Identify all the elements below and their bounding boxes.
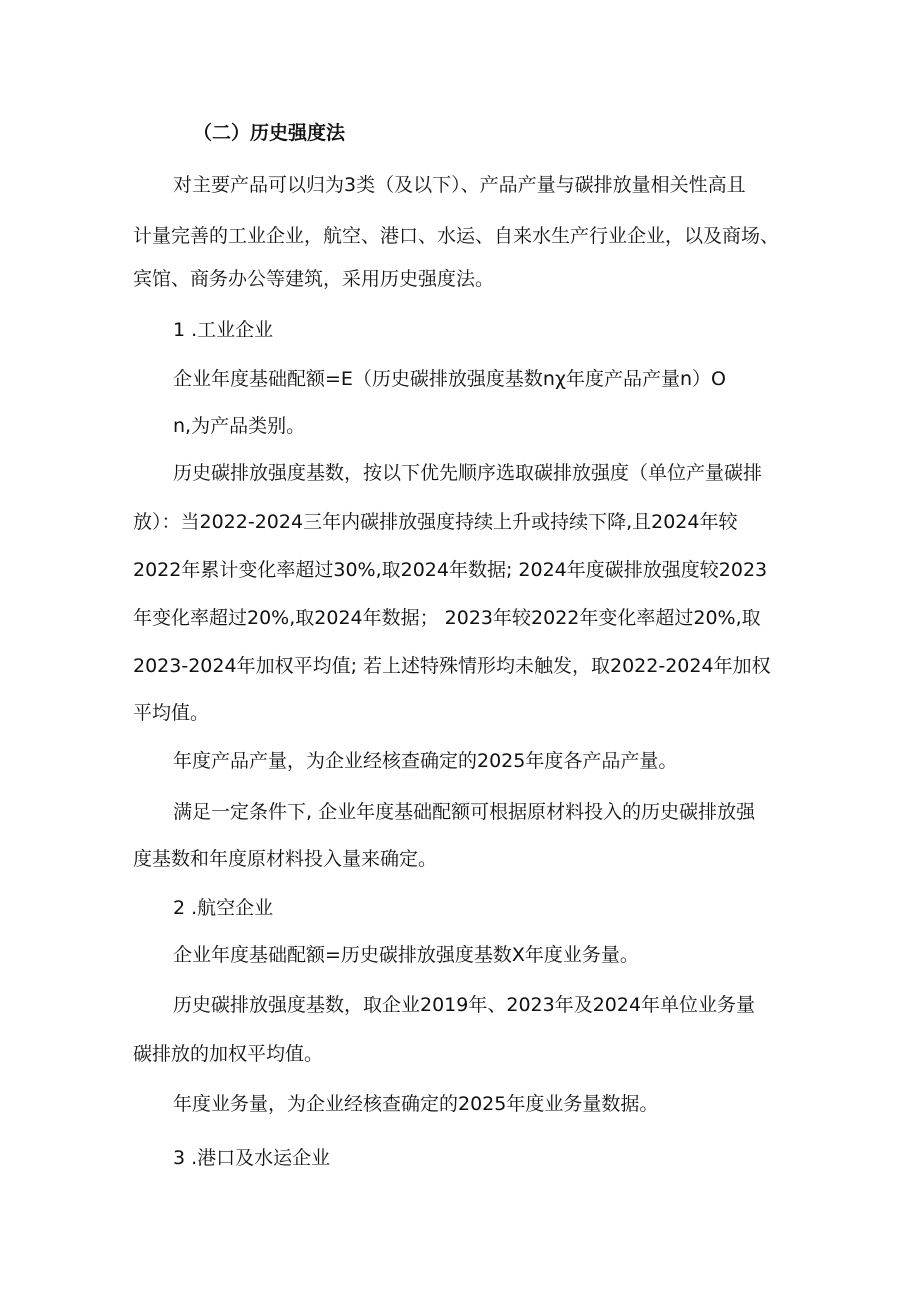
item-heading-port-shipping: 3 .港口及水运企业 — [173, 1147, 331, 1169]
aviation-basis-line: 碳排放的加权平均值。 — [133, 1043, 324, 1065]
item-heading-aviation: 2 .航空企业 — [173, 897, 274, 919]
formula-note: n,为产品类别。 — [173, 415, 306, 437]
intensity-basis-line: 2023-2024年加权平均值; 若上述特殊情形均未触发，取2022-2024年加权 — [133, 655, 771, 677]
raw-material-paragraph-line: 满足一定条件下, 企业年度基础配额可根据原材料投入的历史碳排放强 — [173, 801, 756, 823]
formula-aviation: 企业年度基础配额=历史碳排放强度基数X年度业务量。 — [173, 944, 639, 966]
business-volume-paragraph: 年度业务量，为企业经核查确定的2025年度业务量数据。 — [173, 1093, 659, 1115]
intensity-basis-line: 年变化率超过20%,取2024年数据； 2023年较2022年变化率超过20%,取 — [133, 607, 761, 629]
intro-paragraph-line: 计量完善的工业企业，航空、港口、水运、自来水生产行业企业，以及商场、 — [133, 225, 780, 247]
section-heading: （二）历史强度法 — [193, 122, 346, 144]
intro-paragraph-line: 宾馆、商务办公等建筑，采用历史强度法。 — [133, 268, 495, 290]
formula-industrial: 企业年度基础配额=E（历史碳排放强度基数nχ年度产品产量n）O — [173, 368, 726, 390]
intensity-basis-line: 2022年累计变化率超过30%,取2024年数据; 2024年度碳排放强度较2023 — [133, 559, 768, 581]
intensity-basis-line: 历史碳排放强度基数，按以下优先顺序选取碳排放强度（单位产量碳排 — [173, 462, 763, 484]
product-output-paragraph: 年度产品产量，为企业经核查确定的2025年度各产品产量。 — [173, 750, 678, 772]
item-heading-industrial: 1 .工业企业 — [173, 319, 274, 341]
raw-material-paragraph-line: 度基数和年度原材料投入量来确定。 — [133, 848, 438, 870]
intensity-basis-line: 放）：当2022-2024三年内碳排放强度持续上升或持续下降,且2024年较 — [133, 511, 738, 533]
aviation-basis-line: 历史碳排放强度基数，取企业2019年、2023年及2024年单位业务量 — [173, 994, 756, 1016]
intro-paragraph-line: 对主要产品可以归为3类（及以下）、产品产量与碳排放量相关性高且 — [173, 174, 746, 196]
intensity-basis-line: 平均值。 — [133, 702, 210, 724]
